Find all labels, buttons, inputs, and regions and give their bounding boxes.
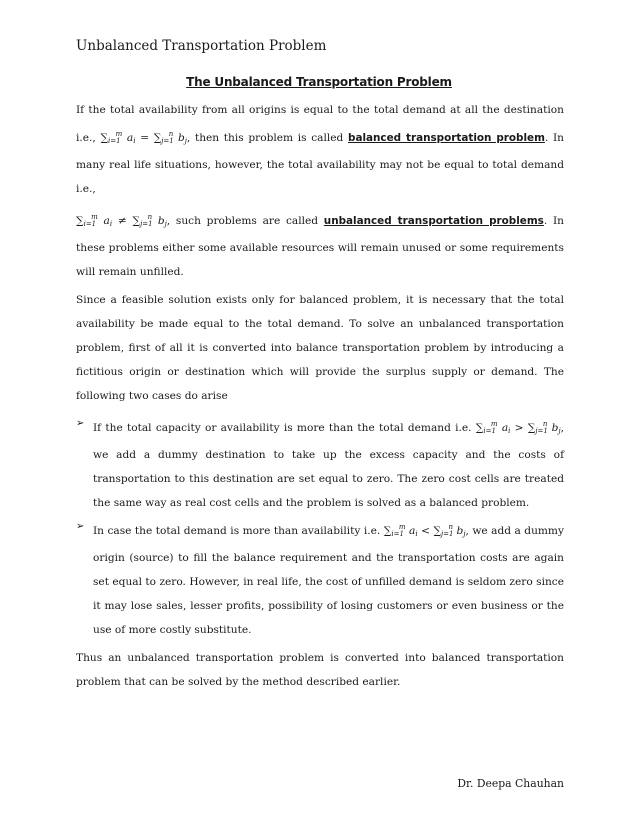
- paragraph-feasible: Since a feasible solution exists only for balanced problem, it is necessary that the total availability be made equal to the total demand. To solve an unbalanced transportation problem, first of all it is converted into balance transportation problem by introducing a fictitious origin or destination which will provide the surplus supply or demand. The following two cases do arise: [76, 294, 564, 402]
- paragraph-text: . In many real life situations, however, the total availability may not be equal to total demand i.e.,: [76, 132, 564, 195]
- document-body: [76, 98, 564, 698]
- arrow-bullet-icon: ➢: [76, 521, 85, 532]
- paragraph-conclusion: Thus an unbalanced transportation problem is converted into balanced transportation problem that can be solved by the method described earlier.: [76, 652, 564, 688]
- page-header: Unbalanced Transportation Problem: [76, 38, 327, 54]
- paragraph-text: , such problems are called: [166, 215, 324, 227]
- list-item: [76, 515, 564, 642]
- equation-balanced: $\sum_{i=1}^m$ $a_i = \sum_{j=1}^n$ $b_j$: [100, 130, 187, 145]
- page-footer-author: Dr. Deepa Chauhan: [457, 777, 564, 790]
- paragraph-balanced: [76, 98, 564, 201]
- paragraph-text: If the total availability from all origins is equal to the total demand at all the destination i.e.,: [76, 104, 564, 144]
- equation-unbalanced: $\sum_{i=1}^m$ $a_i \ne \sum_{j=1}^n$ $b_j$: [76, 213, 167, 228]
- paragraph-unbalanced: [76, 205, 564, 284]
- equation-supply-greater: $\sum_{i=1}^m$ $a_i > \sum_{j=1}^n$ $b_j$: [475, 420, 561, 435]
- term-unbalanced: unbalanced transportation problems: [323, 215, 544, 227]
- list-item-text: If the total capacity or availability is more than the total demand i.e.: [93, 422, 476, 434]
- list-item-text: , we add a dummy destination to take up the excess capacity and the costs of transportation to this destination are set equal to zero. The zero cost cells are treated the same way as real cost cells and the problem is solved as a balanced problem.: [93, 422, 564, 509]
- arrow-bullet-icon: ➢: [76, 418, 85, 429]
- list-item-text: , we add a dummy origin (source) to fill the balance requirement and the transportation costs are again set equal to zero. However, in real life, the cost of unfilled demand is seldom zero since it may lose sales, lesser profits, possibility of losing customers or even business or the use of more costly substitute.: [93, 525, 564, 636]
- section-title: The Unbalanced Transportation Problem: [186, 75, 452, 89]
- list-item-text: In case the total demand is more than availability i.e.: [93, 525, 384, 537]
- equation-demand-greater: $\sum_{i=1}^m$ $a_i < \sum_{j=1}^n$ $b_j$: [383, 523, 466, 538]
- cases-list: [76, 412, 564, 642]
- paragraph-text: . In these problems either some available resources will remain unused or some requirements will remain unfilled.: [76, 215, 564, 278]
- paragraph-text: , then this problem is called: [186, 132, 348, 144]
- list-item: [76, 412, 564, 515]
- term-balanced: balanced transportation problem: [348, 132, 545, 144]
